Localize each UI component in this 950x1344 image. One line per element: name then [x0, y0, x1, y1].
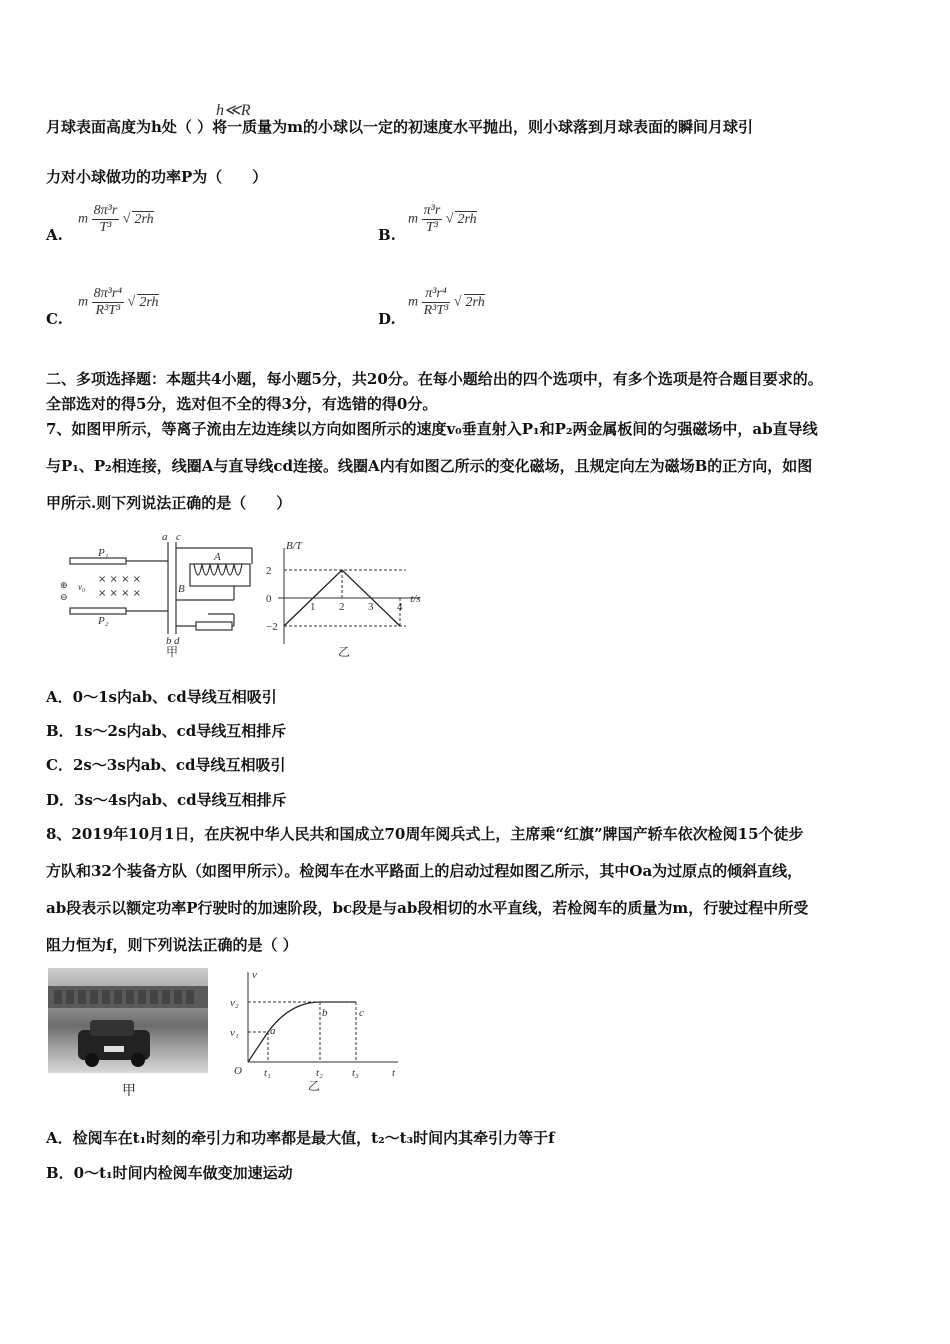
q6-option-c-formula [78, 286, 159, 319]
label-p2: P₂ [98, 615, 109, 627]
q8-line4: 阻力恒为f，则下列说法正确的是（ ） [46, 936, 298, 954]
x-axis-label: t [392, 1067, 396, 1079]
q8-line3: ab段表示以额定功率P行驶时的加速阶段，bc段是与ab段相切的水平直线，若检阅车的质量为m，行驶过程中所受 [46, 899, 809, 917]
x-axis-label: t/s [410, 593, 421, 605]
q8-line1: 8、2019年10月1日，在庆祝中华人民共和国成立70周年阅兵式上，主席乘“红旗”牌国产轿车依次检阅15个徒步 [46, 825, 804, 843]
q6-line2: 力对小球做功的功率P为（ ） [46, 168, 268, 186]
numerator: 8π³r⁴ [93, 286, 123, 301]
denominator: T³ [99, 220, 112, 235]
section2-line1: 二、多项选择题：本题共4小题，每小题5分，共20分。在每小题给出的四个选项中，有多个选项是符合题目要求的。 [46, 370, 823, 388]
q7-option-b[interactable]: B．1s～2s内ab、cd导线互相排斥 [46, 722, 287, 740]
q6-option-a-label[interactable]: A. [46, 226, 63, 244]
label-c: c [176, 531, 181, 543]
q8-option-b[interactable]: B．0～t₁时间内检阅车做变加速运动 [46, 1164, 293, 1182]
sqrt-icon: √ [453, 294, 462, 310]
svg-text:× × × ×: × × × × [98, 574, 142, 585]
x-tick-label: t₁ [264, 1067, 271, 1079]
point-label-c: c [359, 1007, 364, 1019]
fraction [92, 203, 120, 236]
caption-yi: 乙 [338, 645, 351, 659]
radicand: 2rh [457, 212, 477, 227]
x-tick-label: t₃ [352, 1067, 359, 1079]
negative-ion-icon: ⊖ [60, 593, 68, 603]
q7-line1: 7、如图甲所示，等离子流由左边连续以方向如图所示的速度v₀垂直射入P₁和P₂两金属板间的匀强磁场中，ab直导线 [46, 420, 818, 438]
x-tick-label: 3 [368, 601, 374, 613]
label-p1: P₁ [98, 547, 109, 559]
denominator: R³T³ [423, 303, 449, 318]
numerator: π³r [423, 203, 441, 218]
fraction [92, 286, 125, 319]
y-axis-label: B/T [286, 540, 302, 552]
x-tick-label: 1 [310, 601, 316, 613]
numerator: π³r⁴ [422, 286, 451, 303]
q7-line2: 与P₁、P₂相连接，线圈A与直导线cd连接。线圈A内有如图乙所示的变化磁场，且规定向左为磁场B的正方向，如图 [46, 457, 813, 475]
parade-car-illustration [48, 968, 208, 1073]
mass-symbol: m [78, 211, 89, 227]
q8-line2: 方队和32个装备方队（如图甲所示）。检阅车在水平路面上的启动过程如图乙所示，其中Oa为过原点的倾斜直线， [46, 862, 803, 880]
mass-symbol: m [408, 211, 419, 227]
resistor [196, 622, 232, 630]
radicand: 2rh [134, 212, 154, 227]
sqrt-icon: √ [445, 211, 454, 227]
fraction [422, 286, 451, 319]
fraction [422, 203, 443, 236]
q6-option-d-formula [408, 286, 485, 319]
q6-option-d-label[interactable]: D. [378, 310, 396, 328]
q7-option-a[interactable]: A．0～1s内ab、cd导线互相吸引 [46, 688, 277, 706]
q7-line3: 甲所示.则下列说法正确的是（ ） [46, 494, 292, 512]
denominator: T³ [425, 220, 438, 235]
q8-option-a[interactable]: A．检阅车在t₁时刻的牵引力和功率都是最大值，t₂～t₃时间内其牵引力等于f [46, 1129, 555, 1147]
q8-vt-graph [228, 966, 408, 1094]
label-field-b: B [178, 583, 185, 595]
point-label-a: a [270, 1025, 276, 1037]
q7-bt-graph [262, 540, 442, 660]
q8-caption-yi: 乙 [308, 1079, 321, 1093]
mass-symbol: m [78, 294, 89, 310]
x-tick-label: t₂ [316, 1067, 323, 1079]
label-b: b [166, 635, 172, 647]
q6-condition: h≪R [216, 102, 251, 119]
y-tick-label: −2 [266, 621, 278, 633]
x-tick-label: 4 [397, 601, 403, 613]
y-tick-label: 2 [266, 565, 272, 577]
y-tick-label: v₂ [230, 997, 239, 1009]
section2-line2: 全部选对的得5分，选对但不全的得3分，有选错的得0分。 [46, 395, 438, 413]
y-tick-label: 0 [266, 593, 272, 605]
q6-option-a-formula [78, 203, 154, 236]
plate-p2 [70, 608, 126, 614]
label-v0: v₀ [78, 582, 86, 592]
label-d: d [174, 635, 180, 647]
q6-option-b-label[interactable]: B. [378, 226, 396, 244]
y-axis-label: v [252, 969, 257, 981]
label-coil-a: A [214, 551, 221, 563]
q7-circuit-figure [56, 530, 276, 660]
radicand: 2rh [139, 295, 159, 310]
parade-car-photo [48, 968, 208, 1073]
origin-label: O [234, 1065, 242, 1077]
sqrt-icon: √ [122, 211, 131, 227]
svg-text:× × × ×: × × × × [98, 588, 142, 599]
q7-option-c[interactable]: C．2s～3s内ab、cd导线互相吸引 [46, 756, 286, 774]
y-tick-label: v₁ [230, 1027, 239, 1039]
positive-ion-icon: ⊕ [60, 581, 68, 591]
numerator: 8π³r [93, 203, 118, 218]
q6-option-b-formula [408, 203, 477, 236]
x-tick-label: 2 [339, 601, 345, 613]
magnetic-field-crosses [98, 574, 141, 599]
radicand: 2rh [465, 295, 485, 310]
q8-caption-jia: 甲 [122, 1082, 136, 1098]
caption-jia: 甲 [166, 645, 179, 659]
label-a: a [162, 531, 168, 543]
point-label-b: b [322, 1007, 328, 1019]
q6-line1: 月球表面高度为h处（ ）将一质量为m的小球以一定的初速度水平抛出，则小球落到月球表面的瞬间月球引 [46, 118, 754, 136]
q7-option-d[interactable]: D．3s～4s内ab、cd导线互相排斥 [46, 791, 287, 809]
sqrt-icon: √ [127, 294, 136, 310]
denominator: R³T³ [95, 303, 121, 318]
mass-symbol: m [408, 294, 419, 310]
q6-option-c-label[interactable]: C. [46, 310, 63, 328]
